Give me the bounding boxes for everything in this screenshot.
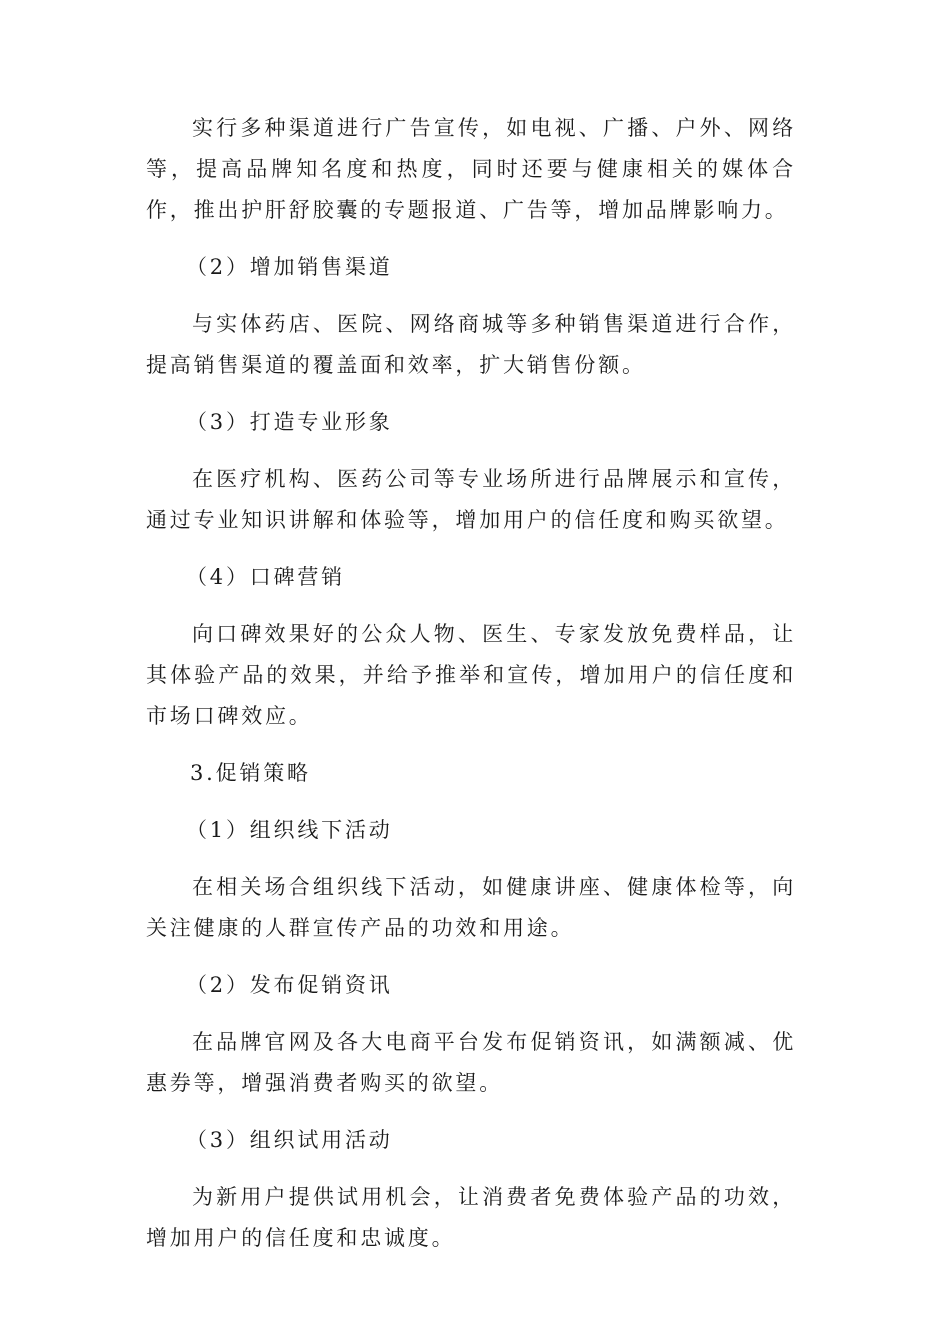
paragraph-promotion-info: 在品牌官网及各大电商平台发布促销资讯，如满额减、优惠券等，增强消费者购买的欲望。 [146, 1030, 796, 1095]
subheading-promotion-info: （2）发布促销资讯 [186, 973, 393, 997]
section-heading-promotion-strategy: 3.促销策略 [190, 761, 311, 785]
subheading-offline-events: （1）组织线下活动 [186, 818, 393, 842]
paragraph-trial-events: 为新用户提供试用机会，让消费者免费体验产品的功效，增加用户的信任度和忠诚度。 [146, 1185, 796, 1250]
paragraph-offline-events: 在相关场合组织线下活动，如健康讲座、健康体检等，向关注健康的人群宣传产品的功效和用途。 [146, 875, 796, 940]
paragraph-word-of-mouth: 向口碑效果好的公众人物、医生、专家发放免费样品，让其体验产品的效果，并给予推举和宣传，增加用户的信任度和市场口碑效应。 [146, 622, 796, 728]
subheading-word-of-mouth: （4）口碑营销 [186, 565, 345, 589]
paragraph-professional-image: 在医疗机构、医药公司等专业场所进行品牌展示和宣传，通过专业知识讲解和体验等，增加用户的信任度和购买欲望。 [146, 467, 796, 532]
paragraph-sales-channels: 与实体药店、医院、网络商城等多种销售渠道进行合作，提高销售渠道的覆盖面和效率，扩大销售份额。 [146, 312, 796, 377]
subheading-sales-channels: （2）增加销售渠道 [186, 255, 393, 279]
subheading-professional-image: （3）打造专业形象 [186, 410, 393, 434]
paragraph-advertising: 实行多种渠道进行广告宣传，如电视、广播、户外、网络等，提高品牌知名度和热度，同时还要与健康相关的媒体合作，推出护肝舒胶囊的专题报道、广告等，增加品牌影响力。 [146, 116, 796, 222]
document-body [146, 108, 796, 1259]
subheading-trial-events: （3）组织试用活动 [186, 1128, 393, 1152]
